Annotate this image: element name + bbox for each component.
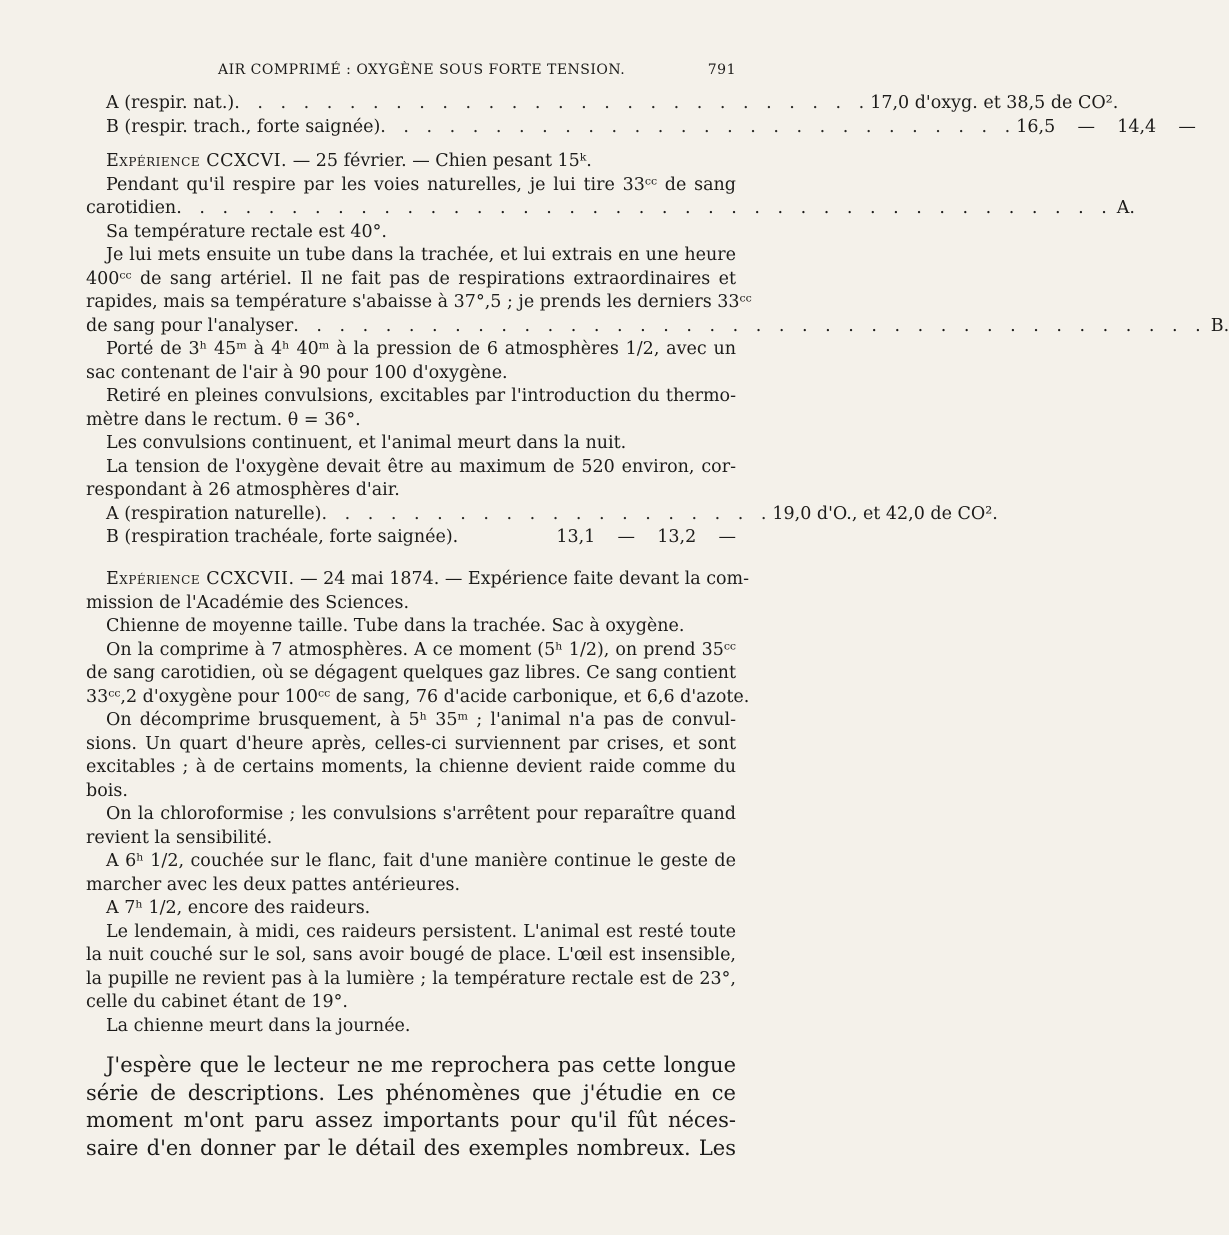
paragraph-line: la nuit couché sur le sol, sans avoir bougé de place. L'œil est insensible, [86, 945, 736, 965]
paragraph-line: rapides, mais sa température s'abaisse à 37°,5 ; je prends les derniers 33ᶜᶜ [86, 292, 752, 312]
paragraph-line: Pendant qu'il respire par les voies naturelles, je lui tire 33ᶜᶜ de sang [106, 174, 736, 195]
paragraph-line: marcher avec les deux pattes antérieures. [86, 874, 461, 895]
table-row: B (respiration trachéale, forte saignée). 13,1 — 13,2 — [106, 527, 736, 547]
paragraph-line: sac contenant de l'air à 90 pour 100 d'oxygène. [86, 362, 508, 383]
paragraph-line: celle du cabinet étant de 19°. [86, 992, 348, 1012]
experiment-296 [86, 150, 1229, 550]
paragraph-line: de sang carotidien, où se dégagent quelques gaz libres. Ce sang contient [86, 663, 736, 683]
paragraph-line: La chienne meurt dans la journée. [106, 1015, 411, 1036]
experiment-heading: Expérience CCXCVI. — 25 février. — Chien pesant 15ᵏ. [106, 151, 592, 171]
page-number: 791 [707, 62, 736, 78]
paragraph-line: bois. [86, 780, 128, 801]
dotted-line: de sang pour l'analyser . . . . . . . . . . . . . . . . . . . . . . . . . . . . . . . . . . . . . . . . B. [86, 315, 1229, 336]
experiment-297 [86, 568, 750, 1038]
paragraph-line: mission de l'Académie des Sciences. [86, 592, 410, 613]
table-row: A (respir. nat.) . . . . . . . . . . . . . . . . . . . . . . . . . . . . 17,0 d'oxyg. et 38,5 de CO². [106, 93, 1119, 113]
paragraph-line: On la chloroformise ; les convulsions s'arrêtent pour reparaître quand [106, 804, 736, 824]
paragraph-line: saire d'en donner par le détail des exemples nombreux. Les [86, 1135, 736, 1160]
paragraph-line: Les convulsions continuent, et l'animal meurt dans la nuit. [106, 433, 627, 453]
paragraph-line: Porté de 3ʰ 45ᵐ à 4ʰ 40ᵐ à la pression de 6 atmosphères 1/2, avec un [106, 339, 736, 359]
table-row: A (respiration naturelle) . . . . . . . . . . . . . . . . . . . . 19,0 d'O., et 42,0 de CO². [106, 503, 998, 524]
paragraph-line: mètre dans le rectum. θ = 36°. [86, 409, 361, 430]
results-table-previous [86, 92, 1196, 139]
paragraph-line: Le lendemain, à midi, ces raideurs persistent. L'animal est resté toute [106, 921, 736, 942]
paragraph-line: série de descriptions. Les phénomènes que j'étudie en ce [86, 1080, 736, 1105]
paragraph-line: 33ᶜᶜ,2 d'oxygène pour 100ᶜᶜ de sang, 76 d'acide carbonique, et 6,6 d'azote. [86, 686, 750, 707]
paragraph-line: sions. Un quart d'heure après, celles-ci surviennent par crises, et sont [86, 733, 736, 754]
experiment-heading: Expérience CCXCVII. — 24 mai 1874. — Expérience faite devant la com- [106, 569, 750, 589]
header-title: AIR COMPRIMÉ : OXYGÈNE SOUS FORTE TENSION. [218, 62, 626, 78]
paragraph-line: La tension de l'oxygène devait être au maximum de 520 environ, cor- [106, 456, 736, 477]
paragraph-line: Je lui mets ensuite un tube dans la trachée, et lui extrais en une heure [106, 245, 736, 265]
paragraph-line: revient la sensibilité. [86, 827, 273, 848]
paragraph-line: On décomprime brusquement, à 5ʰ 35ᵐ ; l'animal n'a pas de convul- [106, 710, 736, 730]
paragraph-line: On la comprime à 7 atmosphères. A ce moment (5ʰ 1/2), on prend 35ᶜᶜ [106, 639, 736, 660]
closing-paragraph [86, 1052, 736, 1162]
dotted-line: carotidien . . . . . . . . . . . . . . . . . . . . . . . . . . . . . . . . . . . . . . . . . A. [86, 198, 1135, 218]
paragraph-line: Retiré en pleines convulsions, excitables par l'introduction du thermo- [106, 386, 736, 406]
paragraph-line: Chienne de moyenne taille. Tube dans la trachée. Sac à oxygène. [106, 616, 685, 636]
paragraph-line: J'espère que le lecteur ne me reprochera pas cette longue [106, 1053, 736, 1077]
paragraph-line: la pupille ne revient pas à la lumière ; la température rectale est de 23°, [86, 968, 736, 989]
paragraph-line: moment m'ont paru assez importants pour qu'il fût néces- [86, 1108, 736, 1132]
running-header [86, 60, 736, 84]
experiment-paragraphs [86, 615, 750, 1038]
paragraph-line: respondant à 26 atmosphères d'air. [86, 480, 400, 500]
paragraph-line: excitables ; à de certains moments, la chienne devient raide comme du [86, 757, 736, 777]
table-row: B (respir. trach., forte saignée) . . . . . . . . . . . . . . . . . . . . . . . . . . . . 16,5 — 14,4 — [106, 116, 1196, 137]
paragraph-line: 400ᶜᶜ de sang artériel. Il ne fait pas de respirations extraordinaires et [86, 268, 736, 289]
paragraph-line: Sa température rectale est 40°. [106, 221, 387, 242]
paragraph-line: A 7ʰ 1/2, encore des raideurs. [106, 898, 371, 918]
paragraph-line: A 6ʰ 1/2, couchée sur le flanc, fait d'une manière continue le geste de [106, 851, 736, 871]
